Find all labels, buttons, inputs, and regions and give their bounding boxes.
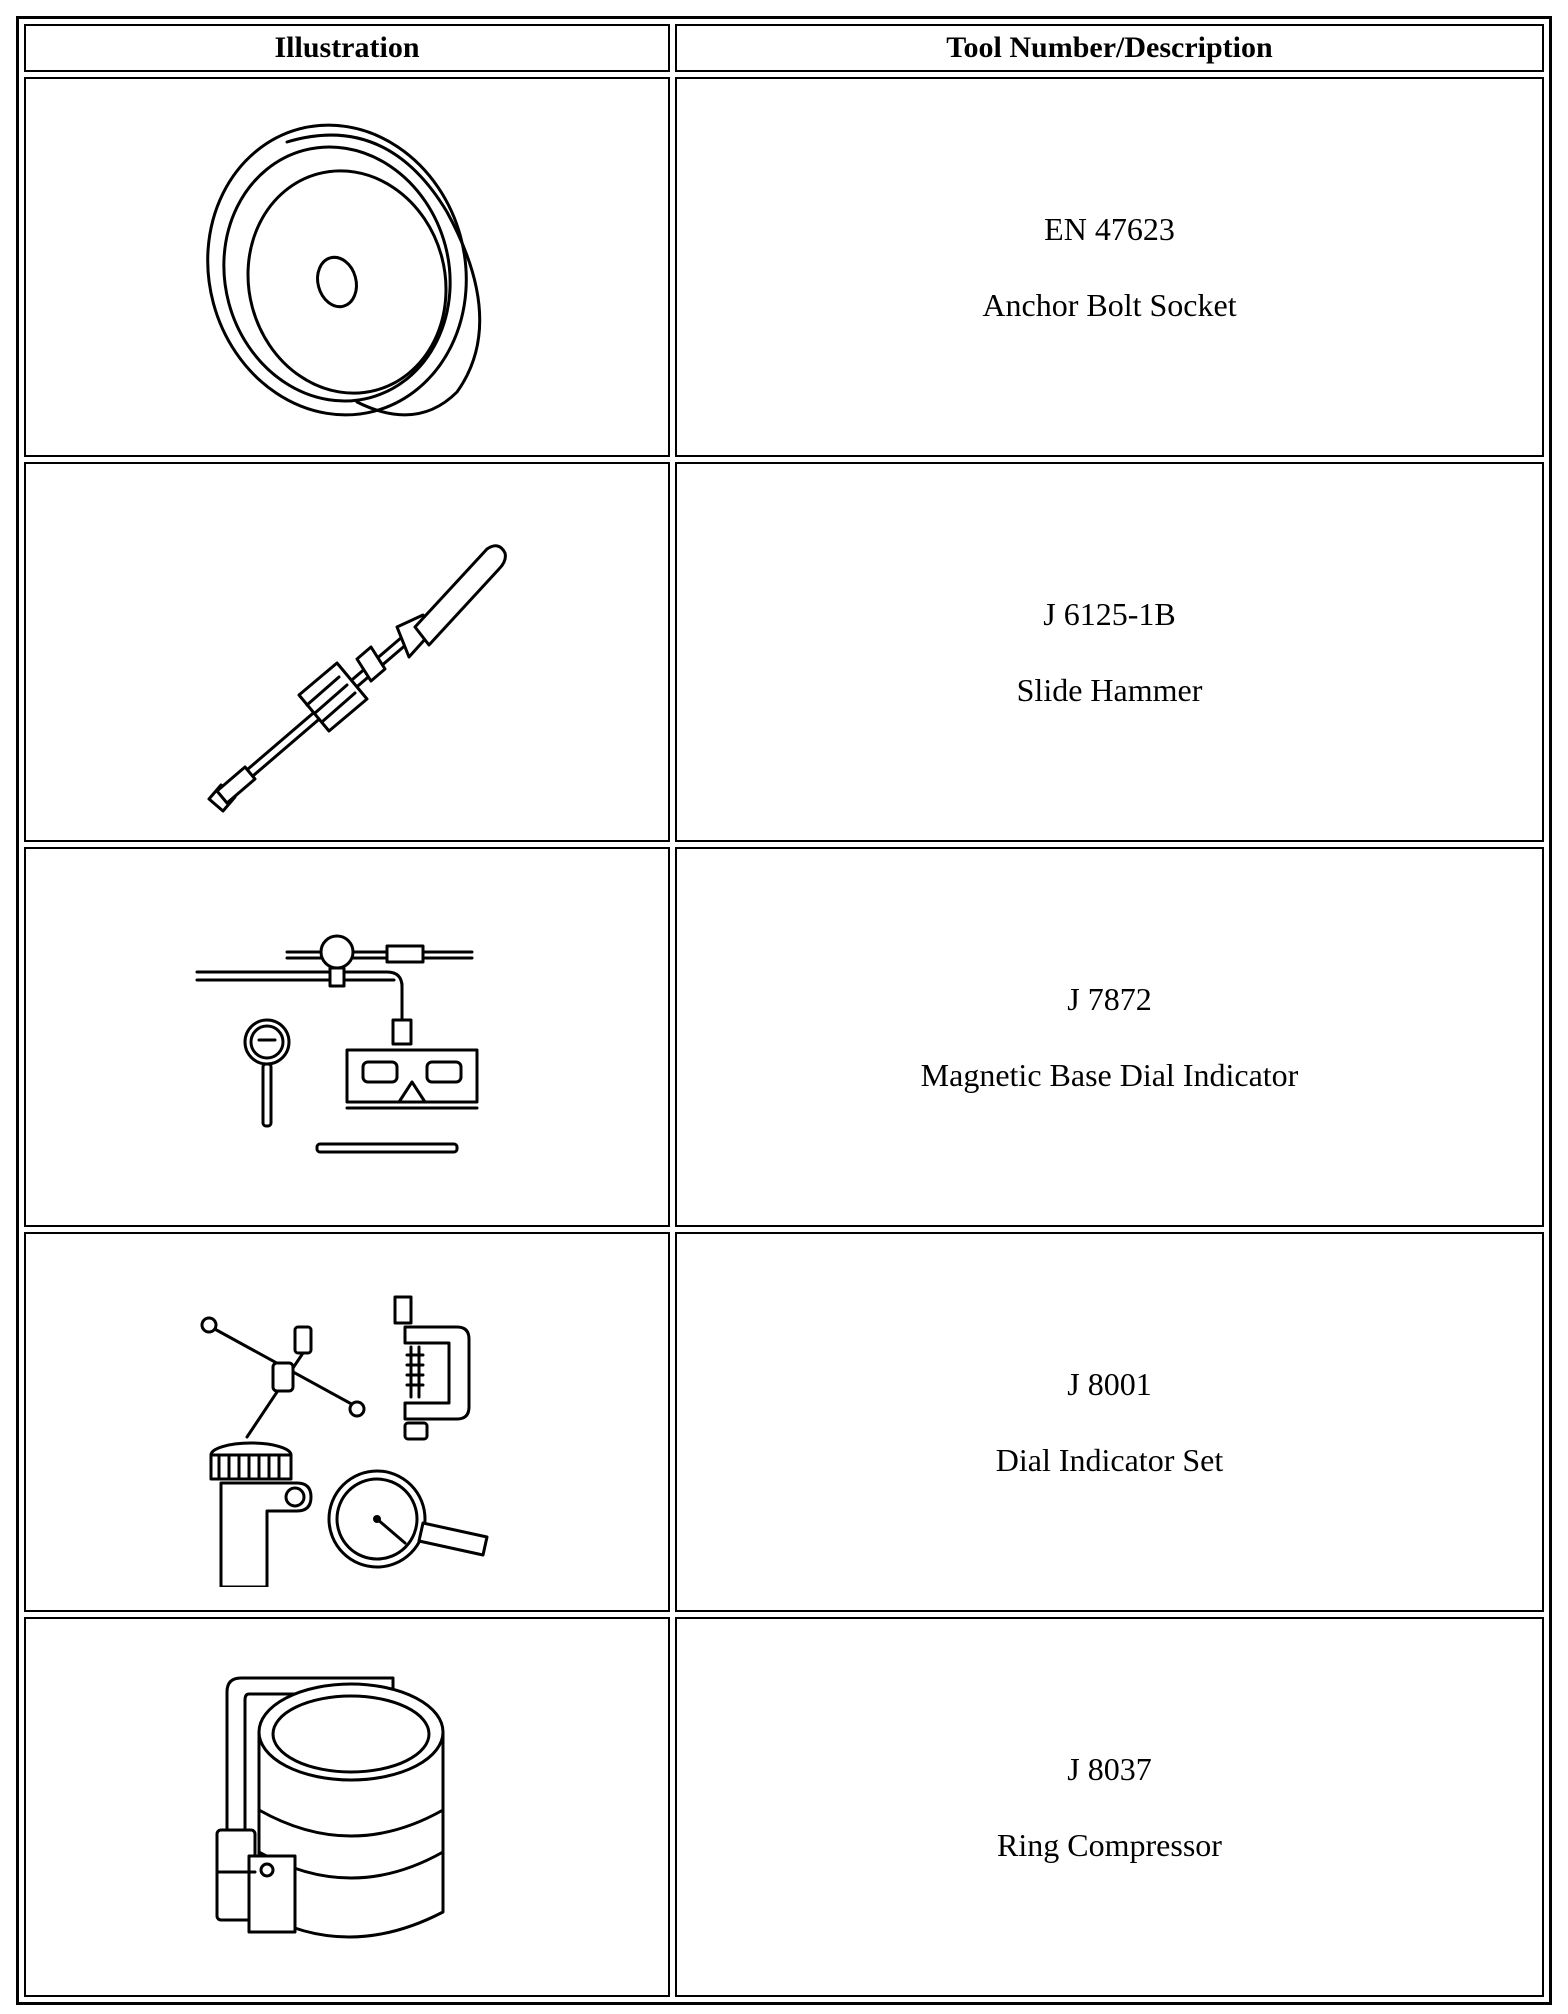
- table-row: [24, 1232, 1544, 1612]
- illustration-cell: [24, 462, 670, 842]
- special-tools-table: [16, 16, 1552, 2005]
- tool-number: EN 47623: [1044, 210, 1175, 247]
- illustration-cell: [24, 1232, 670, 1612]
- magnetic-base-dial-indicator-icon: [187, 872, 507, 1202]
- table-header-row: [24, 24, 1544, 72]
- tool-number: J 7872: [1067, 980, 1152, 1017]
- description-cell: [675, 77, 1544, 457]
- ring-compressor-icon: [187, 1642, 507, 1972]
- table-row: [24, 847, 1544, 1227]
- tool-number: J 6125-1B: [1043, 595, 1176, 632]
- description-cell: [675, 847, 1544, 1227]
- tool-number: J 8037: [1067, 1750, 1152, 1787]
- column-header-tool-number-description: Tool Number/Description: [675, 24, 1544, 72]
- tool-number: J 8001: [1067, 1365, 1152, 1402]
- description-cell: [675, 1232, 1544, 1612]
- table-row: [24, 77, 1544, 457]
- illustration-cell: [24, 77, 670, 457]
- tool-description: Ring Compressor: [997, 1827, 1222, 1863]
- illustration-cell: [24, 1617, 670, 1997]
- illustration-cell: [24, 847, 670, 1227]
- tool-description: Slide Hammer: [1016, 672, 1203, 708]
- slide-hammer-icon: [187, 487, 507, 817]
- column-header-illustration: Illustration: [24, 24, 670, 72]
- tool-description: Anchor Bolt Socket: [982, 287, 1237, 323]
- dial-indicator-set-icon: [187, 1257, 507, 1587]
- description-cell: [675, 462, 1544, 842]
- description-cell: [675, 1617, 1544, 1997]
- tool-description: Dial Indicator Set: [995, 1442, 1224, 1478]
- table-row: [24, 462, 1544, 842]
- anchor-bolt-socket-icon: [187, 102, 507, 432]
- table-row: [24, 1617, 1544, 1997]
- tool-description: Magnetic Base Dial Indicator: [920, 1057, 1299, 1093]
